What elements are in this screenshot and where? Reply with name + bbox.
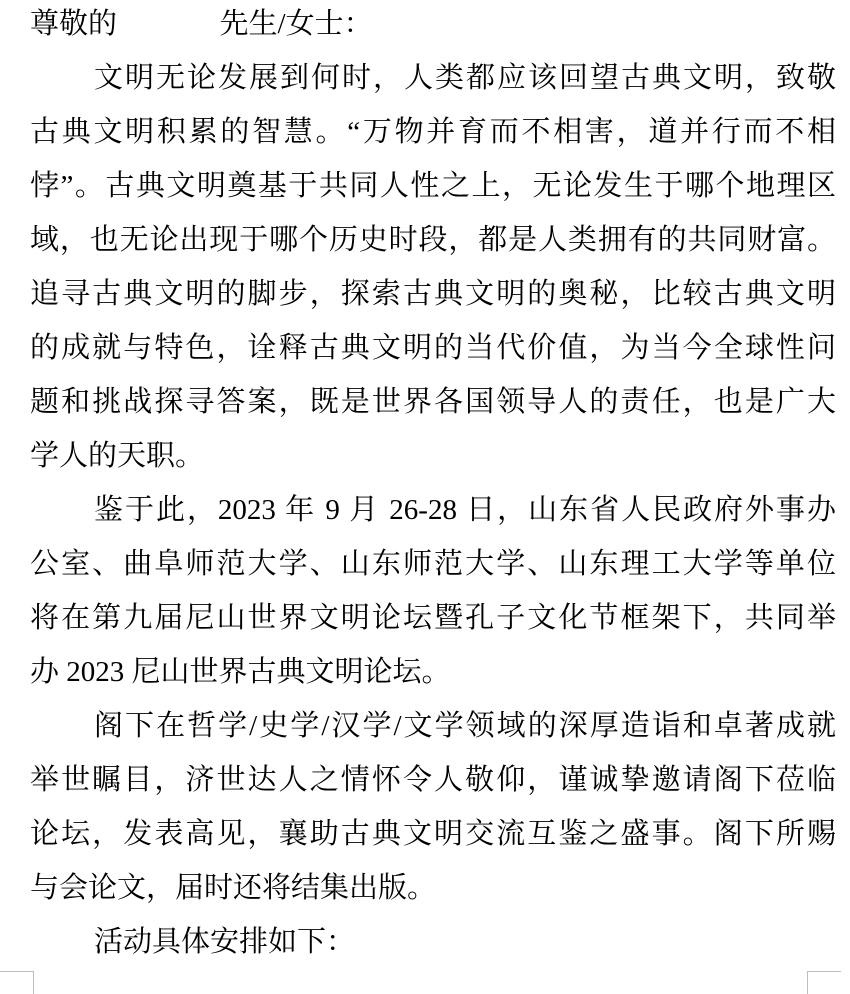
recipient-name-blank [124, 32, 212, 33]
letter-line: 古典文明积累的智慧。“万物并育而不相害，道并行而不相 [30, 116, 836, 148]
salutation-line [30, 0, 836, 51]
crop-mark-bottom-left [0, 971, 34, 994]
letter-line: 的成就与特色，诠释古典文明的当代价值，为当今全球性问 [30, 332, 836, 364]
letter-line: 活动具体安排如下： [94, 926, 356, 958]
letter-line: 论坛，发表高见，襄助古典文明交流互鉴之盛事。阁下所赐 [30, 818, 836, 850]
letter-line: 文明无论发展到何时，人类都应该回望古典文明，致敬 [94, 62, 836, 94]
salutation-prefix: 尊敬的 [30, 8, 118, 40]
crop-mark-bottom-right [807, 971, 841, 994]
letter-body [30, 0, 836, 969]
letter-line: 与会论文，届时还将结集出版。 [30, 872, 437, 904]
letter-line: 将在第九届尼山世界文明论坛暨孔子文化节框架下，共同举 [30, 602, 836, 634]
letter-line: 鉴于此，2023 年 9 月 26-28 日，山东省人民政府外事办 [94, 494, 836, 526]
letter-line: 办 2023 尼山世界古典文明论坛。 [30, 656, 451, 688]
letter-line: 追寻古典文明的脚步，探索古典文明的奥秘，比较古典文明 [30, 278, 836, 310]
letter-line: 域，也无论出现于哪个历史时段，都是人类拥有的共同财富。 [30, 224, 836, 256]
letter-line: 公室、曲阜师范大学、山东师范大学、山东理工大学等单位 [30, 548, 836, 580]
letter-line: 阁下在哲学/史学/汉学/文学领域的深厚造诣和卓著成就 [94, 710, 836, 742]
letter-line: 学人的天职。 [30, 440, 205, 472]
letter-line: 悖”。古典文明奠基于共同人性之上，无论发生于哪个地理区 [30, 170, 836, 202]
letter-line: 举世瞩目，济世达人之情怀令人敬仰，谨诚挚邀请阁下莅临 [30, 764, 836, 796]
salutation-suffix: 先生/女士： [219, 8, 373, 40]
letter-line: 题和挑战探寻答案，既是世界各国领导人的责任，也是广大 [30, 386, 836, 418]
